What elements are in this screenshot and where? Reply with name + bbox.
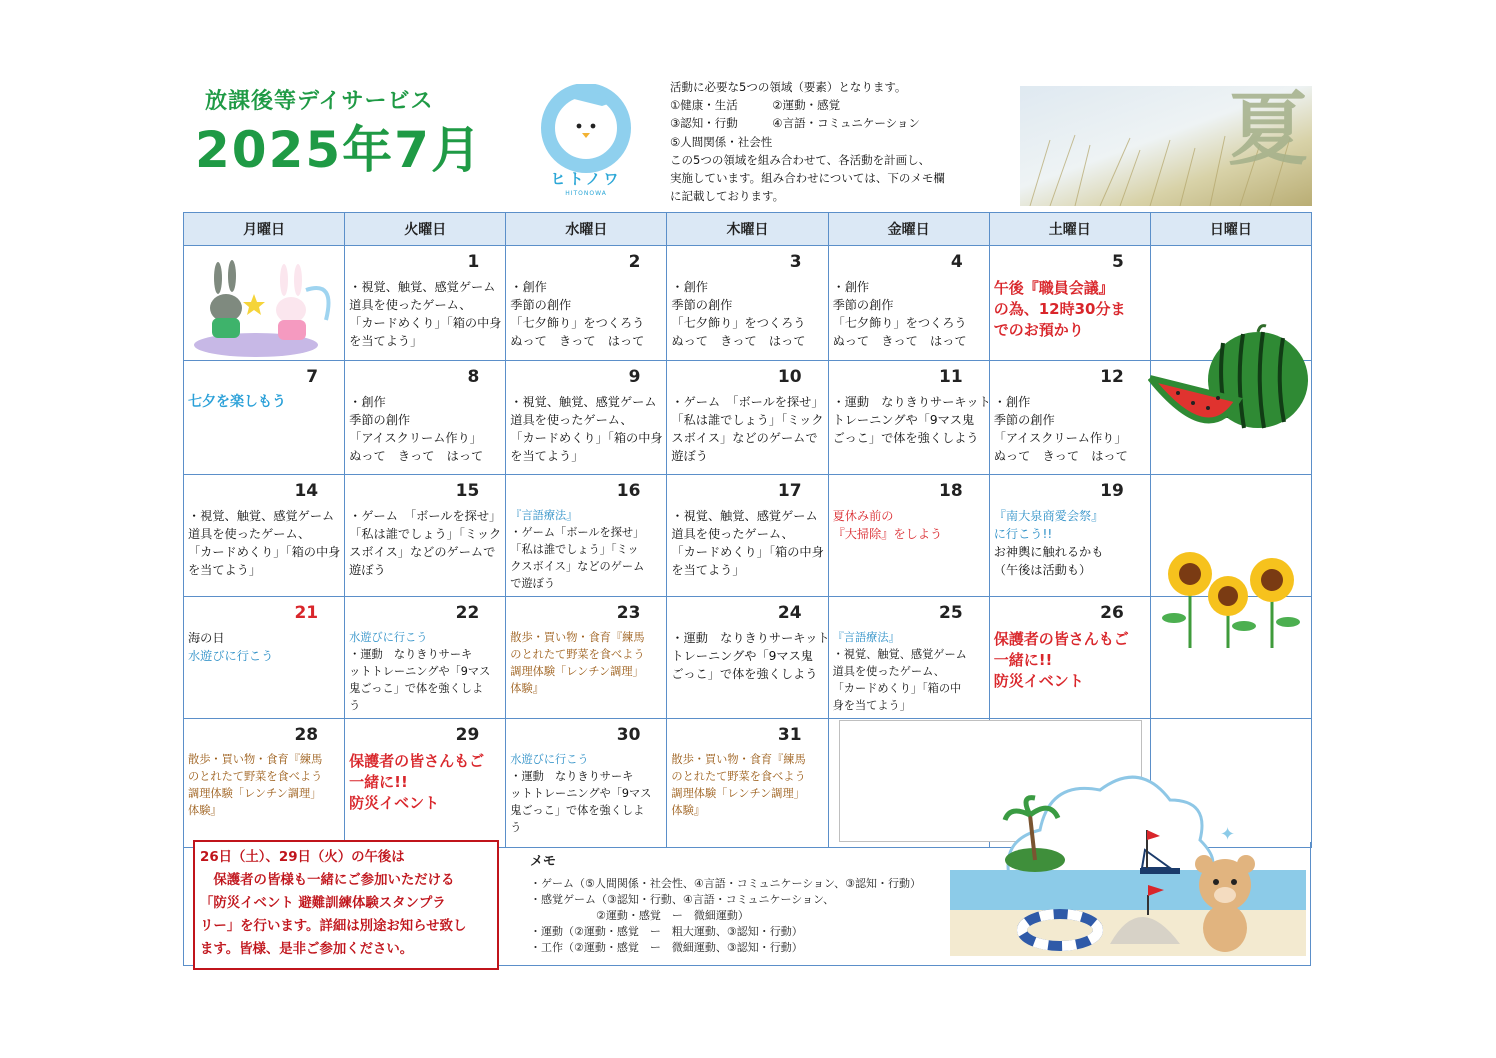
memo-line: ②運動・感覚 ー 微細運動） bbox=[530, 909, 749, 922]
activity-line: を当てよう」 bbox=[349, 334, 423, 348]
day-cell-content bbox=[829, 361, 989, 474]
activity-line: の為、12時30分ま bbox=[993, 300, 1126, 318]
weekday-header-row bbox=[184, 213, 1312, 246]
day-cell bbox=[989, 361, 1150, 475]
day-number: 7 bbox=[306, 367, 319, 387]
day-activities bbox=[833, 278, 987, 350]
logo-text: ヒトノワ bbox=[550, 170, 622, 188]
day-activities bbox=[671, 278, 825, 350]
day-cell-content bbox=[829, 597, 989, 718]
day-cell-content bbox=[345, 597, 505, 718]
activity-line: 「七夕飾り」をつくろう bbox=[671, 316, 806, 330]
notice-line: 26日（土）、29日（火）の午後は bbox=[200, 850, 405, 865]
day-cell-content bbox=[506, 246, 666, 360]
svg-text:✦: ✦ bbox=[1220, 824, 1236, 845]
day-cell bbox=[667, 597, 828, 719]
day-activities bbox=[349, 629, 503, 714]
day-activities bbox=[510, 629, 664, 697]
activity-line: お神輿に触れるかも bbox=[993, 545, 1104, 559]
activity-line: ぬって きって はって bbox=[510, 334, 645, 348]
activity-line: 「アイスクリーム作り」 bbox=[993, 431, 1127, 445]
activity-line: ・視覚、触覚、感覚ゲーム bbox=[510, 395, 657, 409]
day-activities bbox=[349, 278, 503, 350]
day-cell bbox=[989, 597, 1150, 719]
activity-line: ぬって きって はって bbox=[832, 334, 967, 348]
notice-line: リー」を行います。詳細は別途お知らせ致し bbox=[200, 919, 467, 934]
day-cell bbox=[345, 719, 506, 848]
activity-line: ・視覚、触覚、感覚ゲーム bbox=[188, 509, 335, 523]
activity-line: のとれたて野菜を食べよう bbox=[510, 648, 645, 661]
activity-line: 「カードめくり」「箱の中身 bbox=[671, 545, 824, 559]
day-cell bbox=[667, 475, 828, 597]
day-cell-content bbox=[506, 475, 666, 596]
day-cell-content bbox=[184, 361, 344, 474]
day-cell-content bbox=[667, 246, 827, 360]
activity-line: 道具を使ったゲーム、 bbox=[349, 298, 472, 312]
day-number: 22 bbox=[455, 603, 480, 623]
week-row bbox=[184, 597, 1312, 719]
day-cell-content bbox=[345, 719, 505, 847]
intro-line: この5つの領域を組み合わせて、各活動を計画し、 bbox=[670, 152, 931, 167]
day-cell bbox=[506, 719, 667, 848]
day-cell bbox=[828, 597, 989, 719]
day-number: 15 bbox=[455, 481, 480, 501]
day-number: 16 bbox=[616, 481, 641, 501]
activity-line: 防災イベント bbox=[349, 794, 440, 812]
activity-line: ぬって きって はって bbox=[993, 449, 1128, 463]
activity-line: 「カードめくり」「箱の中身 bbox=[188, 545, 341, 559]
activity-line: 体験』 bbox=[671, 804, 705, 817]
activity-line: ・創作 bbox=[832, 280, 870, 294]
day-cell bbox=[506, 597, 667, 719]
activity-line: 道具を使ったゲーム、 bbox=[671, 527, 794, 541]
activity-line: トレーニングや「9マス鬼 bbox=[671, 649, 813, 663]
day-number: 12 bbox=[1100, 367, 1124, 387]
week-row bbox=[184, 361, 1312, 475]
activity-line: 散歩・買い物・食育『練馬 bbox=[510, 631, 645, 644]
day-number: 24 bbox=[777, 603, 802, 623]
activity-line: 保護者の皆さんもご bbox=[349, 752, 485, 770]
activity-line: 鬼ごっこ」で体を強くしよ bbox=[349, 682, 484, 695]
day-cell bbox=[345, 597, 506, 719]
day-number: 8 bbox=[467, 367, 480, 387]
day-cell bbox=[989, 475, 1150, 597]
day-activities bbox=[510, 751, 664, 836]
day-activities bbox=[833, 629, 987, 714]
activity-line: ・運動 なりきりサーキ bbox=[349, 648, 473, 661]
day-cell bbox=[667, 719, 828, 848]
day-number: 5 bbox=[1112, 252, 1124, 272]
activity-line: に行こう!! bbox=[993, 527, 1053, 541]
memo-list bbox=[530, 876, 921, 956]
memo-line: ・ゲーム（⑤人間関係・社会性、④言語・コミュニケーション、③認知・行動） bbox=[530, 877, 922, 890]
activity-line: 水遊びに行こう bbox=[188, 649, 274, 663]
activity-line: 散歩・買い物・食育『練馬 bbox=[188, 753, 323, 766]
weekday-header: 火曜日 bbox=[345, 213, 506, 246]
day-activities bbox=[349, 507, 503, 579]
activity-line: 体験』 bbox=[510, 682, 544, 695]
day-cell-content bbox=[667, 475, 827, 596]
notice-line: 保護者の皆様も一緒にご参加いただける bbox=[200, 873, 455, 888]
activity-line: ・運動 なりきりサーキット bbox=[671, 631, 830, 645]
activity-line: 道具を使ったゲーム、 bbox=[832, 665, 945, 678]
day-activities bbox=[833, 507, 987, 543]
activity-line: 「私は誰でしょう」「ミック bbox=[671, 413, 824, 427]
activity-line: を当てよう」 bbox=[671, 563, 745, 577]
day-cell-content bbox=[990, 597, 1150, 718]
day-cell-content bbox=[829, 246, 989, 360]
activity-line: 海の日 bbox=[188, 631, 225, 645]
day-cell bbox=[345, 246, 506, 361]
day-cell-content bbox=[990, 246, 1150, 360]
day-number: 29 bbox=[455, 725, 480, 745]
day-activities bbox=[188, 393, 342, 411]
day-activities bbox=[671, 629, 830, 683]
activity-line: ・ゲーム「ボールを探せ」 bbox=[510, 526, 645, 539]
day-number: 14 bbox=[294, 481, 319, 501]
activity-line: 「七夕飾り」をつくろう bbox=[510, 316, 645, 330]
tanabata-rabbits-illustration bbox=[186, 250, 342, 358]
activity-line: で遊ぼう bbox=[510, 577, 556, 590]
activity-line: 夏休み前の bbox=[832, 509, 894, 523]
day-activities bbox=[349, 393, 503, 465]
activity-line: ごっこ」で体を強くしよう bbox=[832, 431, 979, 445]
activity-line: 水遊びに行こう bbox=[510, 753, 589, 766]
day-number: 11 bbox=[939, 367, 963, 387]
activity-line: のとれたて野菜を食べよう bbox=[188, 770, 323, 783]
week-row bbox=[184, 246, 1312, 361]
sunflowers-illustration bbox=[1160, 546, 1308, 648]
day-activities bbox=[994, 278, 1148, 341]
day-cell bbox=[828, 246, 989, 361]
activity-line: ・創作 bbox=[993, 395, 1031, 409]
activity-line: ・ゲーム 「ボールを探せ」 bbox=[349, 509, 502, 523]
day-cell bbox=[184, 719, 345, 848]
day-number: 30 bbox=[616, 725, 641, 745]
activity-line: 道具を使ったゲーム、 bbox=[510, 413, 633, 427]
activity-line: （午後は活動も） bbox=[993, 563, 1092, 577]
activity-line: 保護者の皆さんもご bbox=[993, 630, 1129, 648]
activity-line: 調理体験「レンチン調理」 bbox=[671, 787, 805, 800]
activity-line: 「カードめくり」「箱の中身 bbox=[349, 316, 502, 330]
activity-line: ・運動 なりきりサーキ bbox=[510, 770, 634, 783]
day-activities bbox=[994, 629, 1148, 692]
weekday-header: 木曜日 bbox=[667, 213, 828, 246]
day-number: 18 bbox=[939, 481, 963, 501]
day-cell-content bbox=[184, 719, 344, 847]
activity-line: 遊ぼう bbox=[349, 563, 386, 577]
day-activities bbox=[671, 507, 825, 579]
activity-line: 七夕を楽しもう bbox=[188, 394, 286, 410]
activity-line: 一緒に!! bbox=[349, 773, 408, 791]
activity-line: 『言語療法』 bbox=[510, 509, 578, 522]
day-number: 9 bbox=[628, 367, 641, 387]
activity-line: 「カードめくり」「箱の中身 bbox=[510, 431, 663, 445]
day-number: 19 bbox=[1100, 481, 1124, 501]
day-number: 21 bbox=[294, 603, 319, 623]
activity-line: 鬼ごっこ」で体を強くしよ bbox=[510, 804, 645, 817]
day-cell-content bbox=[184, 597, 344, 718]
activity-line: ・視覚、触覚、感覚ゲーム bbox=[832, 648, 967, 661]
day-activities bbox=[994, 393, 1148, 465]
activity-line: う bbox=[510, 821, 522, 834]
day-activities bbox=[671, 751, 825, 819]
activity-line: 『南大泉商愛会祭』 bbox=[993, 509, 1104, 523]
week-row bbox=[184, 475, 1312, 597]
day-cell-content bbox=[506, 719, 666, 847]
activity-line: 調理体験「レンチン調理」 bbox=[188, 787, 322, 800]
day-cell bbox=[989, 246, 1150, 361]
day-cell-content bbox=[506, 597, 666, 718]
day-activities bbox=[994, 507, 1148, 579]
day-cell bbox=[506, 475, 667, 597]
activity-line: ・創作 bbox=[510, 280, 547, 294]
notice-line: ます。皆様、是非ご参加ください。 bbox=[200, 942, 414, 957]
day-number: 3 bbox=[789, 252, 802, 272]
weekday-header: 金曜日 bbox=[828, 213, 989, 246]
activity-line: クスボイス」などのゲーム bbox=[510, 560, 645, 573]
day-cell-content bbox=[667, 361, 827, 474]
activity-line: でのお預かり bbox=[993, 321, 1084, 339]
activity-line: 季節の創作 bbox=[832, 298, 894, 312]
activity-line: スボイス」などのゲームで bbox=[671, 431, 818, 445]
activity-line: 防災イベント bbox=[993, 672, 1084, 690]
weekday-header: 水曜日 bbox=[506, 213, 667, 246]
activity-line: ットトレーニングや「9マス bbox=[349, 665, 491, 678]
day-cell-content bbox=[667, 597, 830, 718]
day-activities bbox=[349, 751, 503, 814]
activity-line: を当てよう」 bbox=[188, 563, 262, 577]
summer-kanji: 夏 bbox=[1228, 83, 1308, 176]
day-activities bbox=[510, 278, 664, 350]
activity-line: う bbox=[349, 699, 361, 712]
activity-line: ットトレーニングや「9マス bbox=[510, 787, 652, 800]
intro-line: ③認知・行動 ④言語・コミュニケーション bbox=[670, 116, 920, 131]
day-cell bbox=[667, 361, 828, 475]
day-activities bbox=[510, 507, 664, 592]
day-cell bbox=[345, 361, 506, 475]
activity-line: 水遊びに行こう bbox=[349, 631, 428, 644]
day-number: 2 bbox=[628, 252, 641, 272]
weekday-header: 日曜日 bbox=[1150, 213, 1311, 246]
day-number: 28 bbox=[294, 725, 319, 745]
activity-line: ぬって きって はって bbox=[671, 334, 806, 348]
day-number: 4 bbox=[950, 252, 963, 272]
day-cell bbox=[184, 475, 345, 597]
activity-line: を当てよう」 bbox=[510, 449, 584, 463]
day-activities bbox=[832, 393, 991, 447]
memo-line: ・感覚ゲーム（③認知・行動、④言語・コミュニケーション、 bbox=[530, 893, 835, 906]
day-cell-content bbox=[990, 475, 1150, 596]
activity-line: 『言語療法』 bbox=[832, 631, 900, 644]
day-activities bbox=[188, 751, 342, 819]
activity-line: ・視覚、触覚、感覚ゲーム bbox=[349, 280, 496, 294]
day-number: 1 bbox=[467, 252, 480, 272]
notice-text bbox=[200, 846, 496, 961]
day-cell-content bbox=[345, 475, 505, 596]
weekday-header: 月曜日 bbox=[184, 213, 345, 246]
day-cell-content bbox=[829, 475, 989, 596]
day-activities bbox=[671, 393, 825, 465]
activity-line: 午後『職員会議』 bbox=[993, 279, 1114, 297]
activity-line: ぬって きって はって bbox=[349, 449, 484, 463]
activity-line: 遊ぼう bbox=[671, 449, 708, 463]
activity-line: ごっこ」で体を強くしよう bbox=[671, 667, 818, 681]
day-cell bbox=[184, 361, 345, 475]
memo-title: メモ bbox=[530, 854, 557, 869]
activity-line: 道具を使ったゲーム、 bbox=[188, 527, 311, 541]
day-cell bbox=[184, 597, 345, 719]
activity-line: 季節の創作 bbox=[510, 298, 572, 312]
activity-line: 体験』 bbox=[188, 804, 222, 817]
intro-line: 活動に必要な5つの領域（要素）となります。 bbox=[670, 80, 907, 94]
activity-line: 「七夕飾り」をつくろう bbox=[832, 316, 967, 330]
day-cell-content bbox=[506, 361, 666, 474]
activity-line: ・視覚、触覚、感覚ゲーム bbox=[671, 509, 818, 523]
memo-line: ・運動（②運動・感覚 ー 粗大運動、③認知・行動） bbox=[530, 925, 803, 938]
day-number: 31 bbox=[777, 725, 802, 745]
day-activities bbox=[188, 507, 342, 579]
activity-line: のとれたて野菜を食べよう bbox=[671, 770, 806, 783]
activity-line: ・創作 bbox=[671, 280, 708, 294]
day-cell-content bbox=[345, 361, 505, 474]
day-activities bbox=[188, 629, 342, 665]
beach-bear-illustration bbox=[950, 760, 1306, 960]
activity-line: スボイス」などのゲームで bbox=[349, 545, 496, 559]
watermelon-illustration bbox=[1148, 318, 1308, 442]
page-subtitle: 放課後等デイサービス bbox=[205, 89, 434, 114]
day-cell bbox=[506, 361, 667, 475]
intro-line: ①健康・生活 ②運動・感覚 bbox=[670, 98, 841, 113]
day-cell-content bbox=[990, 361, 1150, 474]
intro-line: ⑤人間関係・社会性 bbox=[670, 134, 773, 149]
day-cell bbox=[828, 361, 989, 475]
day-number: 10 bbox=[777, 367, 802, 387]
activity-line: ・運動 なりきりサーキット bbox=[832, 395, 991, 409]
day-number: 17 bbox=[777, 481, 802, 501]
day-cell bbox=[828, 475, 989, 597]
calendar-table bbox=[183, 212, 1312, 848]
day-cell bbox=[345, 475, 506, 597]
activity-line: 季節の創作 bbox=[993, 413, 1055, 427]
intro-line: 実施しています。組み合わせについては、下のメモ欄 bbox=[670, 171, 945, 186]
page-title: 2025年7月 bbox=[195, 121, 483, 179]
activity-line: 「私は誰でしょう」「ミック bbox=[349, 527, 502, 541]
day-cell bbox=[667, 246, 828, 361]
activity-line: 『大掃除』をしよう bbox=[832, 527, 943, 541]
activity-line: ・創作 bbox=[349, 395, 386, 409]
notice-line: 「防災イベント 避難訓練体験スタンプラ bbox=[200, 896, 446, 911]
day-number: 23 bbox=[616, 603, 641, 623]
day-cell-content bbox=[345, 246, 505, 360]
activity-line: 身を当てよう」 bbox=[832, 699, 911, 712]
day-cell-content bbox=[667, 719, 827, 847]
day-number: 26 bbox=[1100, 603, 1124, 623]
activity-line: 季節の創作 bbox=[349, 413, 411, 427]
logo-subtext: HITONOWA bbox=[565, 190, 607, 197]
activity-line: 「私は誰でしょう」「ミッ bbox=[510, 543, 639, 556]
day-activities bbox=[510, 393, 664, 465]
activity-line: 調理体験「レンチン調理」 bbox=[510, 665, 644, 678]
activity-line: ・ゲーム 「ボールを探せ」 bbox=[671, 395, 824, 409]
intro-text bbox=[670, 78, 1010, 205]
day-cell bbox=[506, 246, 667, 361]
day-cell-content bbox=[184, 475, 344, 596]
intro-line: に記載しております。 bbox=[670, 189, 785, 204]
day-number: 25 bbox=[939, 603, 963, 623]
activity-line: 一緒に!! bbox=[993, 651, 1053, 669]
activity-line: 季節の創作 bbox=[671, 298, 733, 312]
weekday-header: 土曜日 bbox=[989, 213, 1150, 246]
activity-line: 「アイスクリーム作り」 bbox=[349, 431, 482, 445]
memo-line: ・工作（②運動・感覚 ー 微細運動、③認知・行動） bbox=[530, 941, 803, 954]
activity-line: 「カードめくり」「箱の中 bbox=[832, 682, 962, 695]
activity-line: トレーニングや「9マス鬼 bbox=[832, 413, 975, 427]
activity-line: 散歩・買い物・食育『練馬 bbox=[671, 753, 806, 766]
